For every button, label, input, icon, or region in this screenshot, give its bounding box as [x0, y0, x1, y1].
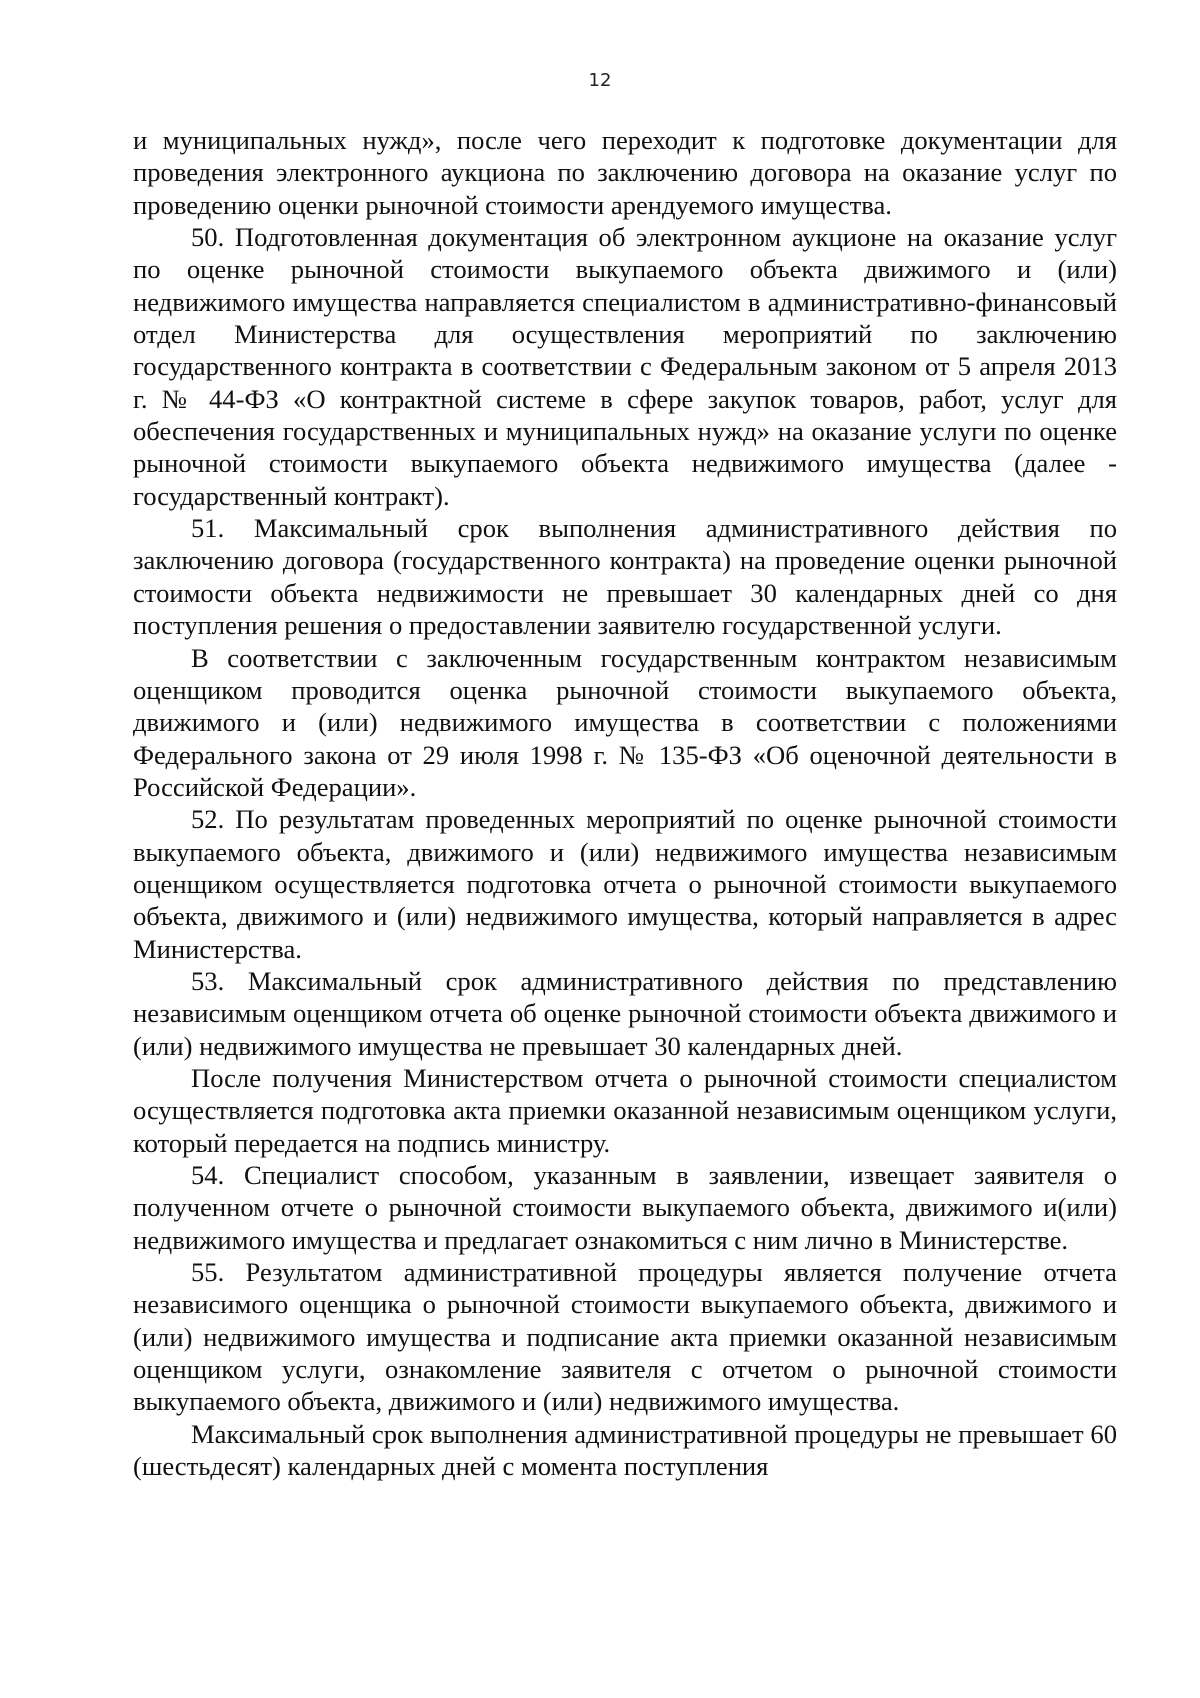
page-number: 12 — [588, 70, 612, 91]
paragraph-51: 51. Максимальный срок выполнения административного действия по заключению договора (государственного контракта) на проведение оценки рыночной стоимости объекта недвижимости не превышает 30 календарных дней со дня поступления решения о предоставлении заявителю государственной услуги. — [133, 513, 1117, 641]
paragraph: В соответствии с заключенным государственным контрактом независимым оценщиком проводится оценка рыночной стоимости выкупаемого объекта, движимого и (или) недвижимого имущества в соответствии с положениями Федерального закона от 29 июля 1998 г. № 135-ФЗ «Об оценочной деятельности в Российской Федерации». — [133, 642, 1117, 802]
paragraph-continued: Максимальный срок выполнения административной процедуры не превышает 60 (шестьдесят) календарных дней с момента поступления — [133, 1418, 1117, 1482]
paragraph-54: 54. Специалист способом, указанным в заявлении, извещает заявителя о полученном отчете о рыночной стоимости выкупаемого объекта, движимого и(или) недвижимого имущества и предлагает ознакомиться с ним лично в Министерстве. — [133, 1160, 1117, 1255]
paragraph: После получения Министерством отчета о рыночной стоимости специалистом осуществляется подготовка акта приемки оказанной независимым оценщиком услуги, который передается на подпись министру. — [133, 1062, 1117, 1158]
paragraph-55: 55. Результатом административной процедуры является получение отчета независимого оценщика о рыночной стоимости выкупаемого объекта, движимого и (или) недвижимого имущества и подписание акта приемки оказанной независимым оценщиком услуги, ознакомление заявителя с отчетом о рыночной стоимости выкупаемого объекта, движимого и (или) недвижимого имущества. — [133, 1257, 1117, 1417]
paragraph-50: 50. Подготовленная документация об электронном аукционе на оказание услуг по оценке рыночной стоимости выкупаемого объекта движимого и (или) недвижимого имущества направляется специалистом в административно-финансовый отдел Министерства для осуществления мероприятий по заключению государственного контракта в соответствии с Федеральным законом от 5 апреля 2013 г. № 44-ФЗ «О контрактной системе в сфере закупок товаров, работ, услуг для обеспечения государственных и муниципальных нужд» на оказание услуги по оценке рыночной стоимости выкупаемого объекта недвижимого имущества (далее - государственный контракт). — [133, 222, 1117, 511]
paragraph-52: 52. По результатам проведенных мероприятий по оценке рыночной стоимости выкупаемого объекта, движимого и (или) недвижимого имущества независимым оценщиком осуществляется подготовка отчета о рыночной стоимости выкупаемого объекта, движимого и (или) недвижимого имущества, который направляется в адрес Министерства. — [133, 804, 1117, 964]
paragraph: и муниципальных нужд», после чего переходит к подготовке документации для проведения электронного аукциона по заключению договора на оказание услуг по проведению оценки рыночной стоимости арендуемого имущества. — [133, 125, 1117, 220]
document-body — [133, 124, 1117, 1482]
paragraph-53: 53. Максимальный срок административного действия по представлению независимым оценщиком отчета об оценке рыночной стоимости объекта движимого и (или) недвижимого имущества не превышает 30 календарных дней. — [133, 965, 1117, 1061]
